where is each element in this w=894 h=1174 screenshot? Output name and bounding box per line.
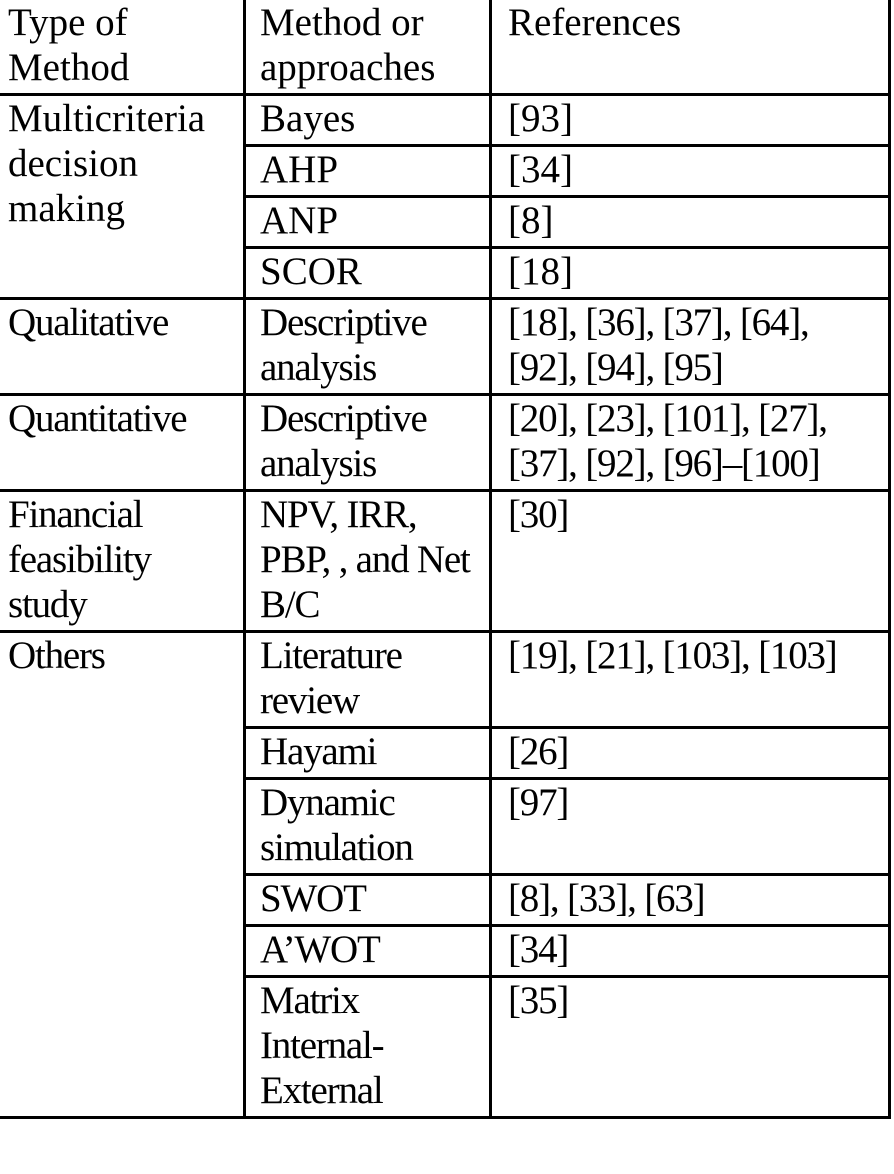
table-row [0,95,890,146]
header-method-or-approaches: Method or approaches [245,0,491,95]
method-cell: A’WOT [245,926,491,977]
header-type-of-method: Type of Method [0,0,245,95]
references-cell: [34] [491,926,890,977]
method-cell: Bayes [245,95,491,146]
type-cell: Financial feasibility study [0,491,245,632]
table-row [0,491,890,632]
references-cell: [97] [491,779,890,875]
table-row [0,395,890,491]
references-cell: [19], [21], [103], [103] [491,632,890,728]
references-cell: [18], [36], [37], [64], [92], [94], [95] [491,299,890,395]
references-cell: [26] [491,728,890,779]
method-cell: Matrix Internal-External [245,977,491,1118]
references-cell: [93] [491,95,890,146]
method-cell: Literature review [245,632,491,728]
table-row [0,299,890,395]
references-cell: [30] [491,491,890,632]
references-cell: [8], [33], [63] [491,875,890,926]
method-cell: Descriptive analysis [245,395,491,491]
type-cell: Qualitative [0,299,245,395]
method-cell: AHP [245,146,491,197]
type-cell: Others [0,632,245,1118]
type-cell: Quantitative [0,395,245,491]
method-cell: SCOR [245,248,491,299]
method-cell: NPV, IRR, PBP, , and Net B/C [245,491,491,632]
method-cell: SWOT [245,875,491,926]
references-cell: [18] [491,248,890,299]
header-row [0,0,890,95]
references-cell: [34] [491,146,890,197]
header-references: References [491,0,890,95]
table-row [0,632,890,728]
method-cell: Descriptive analysis [245,299,491,395]
method-cell: ANP [245,197,491,248]
method-cell: Hayami [245,728,491,779]
type-cell: Multicriteria decision making [0,95,245,299]
method-cell: Dynamic simulation [245,779,491,875]
references-cell: [35] [491,977,890,1118]
references-cell: [20], [23], [101], [27], [37], [92], [96]–[100] [491,395,890,491]
references-cell: [8] [491,197,890,248]
